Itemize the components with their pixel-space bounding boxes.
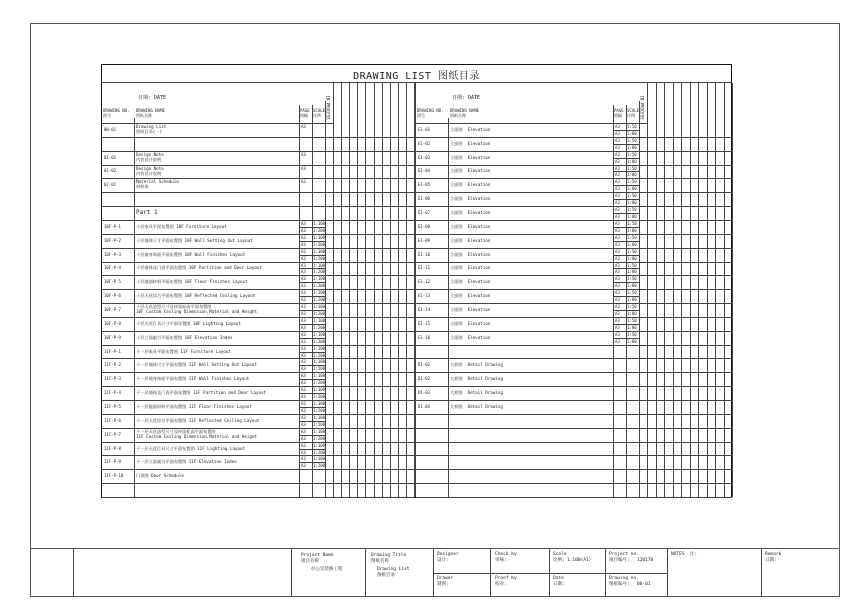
title-block-col-divider (667, 549, 668, 597)
left_panel-row-scale: 1:100 1:200 (313, 373, 326, 386)
drawing-title-value: Drawing List 图纸目录 (377, 567, 410, 578)
right_panel-col-name-header: DRAWING NAME 图纸名称 (450, 108, 479, 118)
right_panel-row-name: 立面图 Elevation (450, 182, 491, 188)
right_panel-row-scale: 1:50 1:80 (627, 276, 637, 289)
right_panel-row-page: A3 A3 (615, 317, 620, 330)
right_panel-row-divider (416, 345, 732, 346)
right_panel-row-divider (416, 483, 732, 484)
right_panel-row-page: A3 A3 (615, 165, 620, 178)
right_panel-col-page-header: PAGE 图幅 (614, 108, 624, 118)
left_panel-row-divider (102, 469, 414, 470)
left_panel-track-col (390, 83, 391, 497)
right_panel-row-scale: 1:50 1:80 (627, 290, 637, 303)
project-no-label: Project no. 项目编号: (609, 552, 639, 563)
right_panel-row-no: E1-04 (418, 168, 431, 174)
right_panel-row-divider (416, 358, 732, 359)
left_panel-row-no: 11F-P-10 (104, 473, 124, 479)
left_panel-track-col (398, 83, 399, 497)
right_panel-row-scale: 1:50 1:80 (627, 165, 637, 178)
right_panel-row-divider (416, 442, 732, 443)
left_panel-row-page: A3 (301, 179, 306, 185)
left_panel-row-divider (102, 206, 414, 207)
left_panel-row-page: A3 A3 (301, 248, 306, 261)
left_panel-row-no: 11F-P-7 (104, 431, 121, 437)
right_panel-row-scale: 1:50 1:80 (627, 331, 637, 344)
left_panel-row-divider (102, 331, 414, 332)
left_panel-row-name: 十一层墙身饰面平面布置图 11F Wall Finishes Layout (136, 376, 250, 382)
project-name-label: Project Name 项目名称 (301, 553, 334, 564)
left_panel-row-page: A3 (301, 124, 306, 129)
left_panel-row-divider (102, 442, 414, 443)
left_panel-row-divider (102, 317, 414, 318)
right_panel-row-page: A3 A3 (615, 276, 620, 289)
right_panel-row-divider (416, 275, 732, 276)
right_panel-row-scale: 1:50 1:80 (627, 234, 637, 247)
left_panel-row-page: A3 A3 (301, 220, 306, 233)
left_panel-row-no: 00-01 (104, 126, 117, 132)
right_panel-row-divider (416, 234, 732, 235)
left_panel-row-scale: 1:100 1:200 (313, 456, 326, 469)
left_panel-row-page: A3 A3 (301, 456, 306, 469)
right_panel-track-col (681, 83, 682, 497)
drawing-no-value: 00-01 (637, 582, 651, 587)
left_panel-row-page: A3 A3 (301, 276, 306, 289)
left_panel-row-divider (102, 386, 414, 387)
left_panel-row-no: 02-01 (104, 182, 117, 188)
left_panel-row-divider (102, 192, 414, 193)
left_panel-row-page: A3 A3 (301, 442, 306, 455)
right_panel-row-no: E1-02 (418, 140, 431, 146)
left_panel-track-col (406, 83, 407, 497)
right_panel-row-scale: 1:50 1:80 (627, 137, 637, 150)
right_panel-row-page: A3 A3 (615, 220, 620, 233)
left_panel-row-name: Design Note 内装设计说明 (136, 151, 164, 162)
right_panel-row-no: E1-11 (418, 265, 431, 271)
right_panel-track-col (656, 83, 657, 497)
right_panel-row-name: 立面图 Elevation (450, 196, 491, 202)
left_panel-track-col (374, 83, 375, 497)
right_panel-row-divider (416, 400, 732, 401)
left_panel-row-name: 十层墙身饰面平面布置图 10F Wall Finishes Layout (136, 251, 246, 257)
right_panel-row-name: 立面图 Elevation (450, 168, 491, 174)
left_panel-row-scale: 1:100 1:200 (313, 234, 326, 247)
left_panel-row-name: 十层家具平面布置图 10F Furniture Layout (136, 223, 227, 229)
right_panel-row-scale: 1:50 1:80 (627, 304, 637, 316)
left_panel-row-name: 十一层天花灯具尺寸平面布置图 11F Lighting Layout (136, 445, 246, 451)
left_panel-row-no: 11F-P-1 (104, 348, 121, 354)
right_panel-row-no: E1-06 (418, 196, 431, 202)
right_panel-row-divider (416, 178, 732, 179)
left_panel-row-divider (102, 455, 414, 456)
left_panel-row-scale: 1:100 1:200 (313, 220, 326, 233)
left_panel-col-scale-header: SCALE 比例 (313, 108, 326, 118)
right_panel-track-col (707, 83, 708, 497)
right_panel-row-page: A3 A3 (615, 304, 620, 316)
right_panel-row-divider (416, 414, 732, 415)
right_panel-row-name: 立面图 Elevation (450, 223, 491, 229)
left_panel-row-name: Material Schedule 材料表 (136, 179, 179, 190)
left_panel-row-divider (102, 345, 414, 346)
right_panel-col-scale-header: SCALE 比例 (627, 108, 640, 118)
right_panel-row-no: E1-08 (418, 223, 431, 229)
left_panel-row-scale: 1:100 1:200 (313, 442, 326, 455)
right_panel-row-no: D1-02 (418, 376, 431, 382)
right_panel-row-page: A3 A3 (615, 290, 620, 303)
right_panel-col-process-header: IN PROCESS (639, 95, 645, 120)
notes-label: NOTES 注: (671, 552, 698, 557)
right_panel-row-name: 立面图 Elevation (450, 334, 491, 340)
right_panel-row-divider (416, 469, 732, 470)
title-block-col-divider (73, 549, 74, 597)
right_panel-row-divider (416, 497, 732, 498)
right_panel-row-no: E1-16 (418, 334, 431, 340)
left_panel-row-name: 十一层家具平面布置图 11F Furniture Layout (136, 348, 231, 354)
left_panel-row-scale: 1:100 1:200 (313, 262, 326, 275)
right_panel-row-page: A3 A3 (615, 137, 620, 150)
left_panel-row-page: A3 A3 (301, 331, 306, 344)
left_panel-row-page: A3 A3 (301, 401, 306, 413)
left_panel-row-name: 十层地面材料平面布置图 10F Floor Finishes Layout (136, 279, 248, 285)
left_panel-row-no: 11F-P-9 (104, 459, 121, 465)
right_panel-row-no: D1-04 (418, 403, 431, 409)
right_panel-row-page: A3 A3 (615, 124, 620, 136)
drawing-list-frame (101, 64, 732, 498)
left_panel-row-name: 十层立面索引平面布置图 10F Elevation Index (136, 334, 233, 340)
right_panel-row-no: E1-13 (418, 293, 431, 299)
left_panel-row-name: 十层天花灯具尺寸平面布置图 10F Lighting Layout (136, 320, 241, 326)
title-block-row-divider (433, 573, 667, 574)
left_panel-row-scale: 1:100 1:200 (313, 359, 326, 372)
right_panel-row-no: E1-10 (418, 251, 431, 257)
left_panel-row-no: 10F-P-1 (104, 223, 121, 229)
right_panel-row-no: E1-14 (418, 307, 431, 312)
left_panel-row-page: A3 (301, 165, 306, 171)
left_panel-row-divider (102, 262, 414, 263)
left_panel-row-divider (102, 234, 414, 235)
right_panel-date-label: 日期: DATE (452, 95, 481, 101)
left_panel-col-name-header: DRAWING NAME 图纸名称 (136, 108, 165, 118)
panel-separator (415, 83, 416, 497)
title-block-col-divider (291, 549, 292, 597)
right_panel-track-col (732, 83, 733, 497)
left_panel-date-label: 日期: DATE (138, 95, 167, 101)
right_panel-row-divider (416, 303, 732, 304)
left_panel-row-scale: 1:100 1:200 (313, 414, 326, 427)
right_panel-col-no-header: DRAWING NO. 图号 (417, 108, 444, 118)
left_panel-row-scale: 1:100 1:200 (313, 331, 326, 344)
right_panel-row-scale: 1:50 1:80 (627, 220, 637, 233)
right_panel-row-name: 大样图 Detail Drawing (450, 376, 503, 382)
right_panel-track-col (715, 83, 716, 497)
left_panel-row-scale: 1:100 1:200 (313, 317, 326, 330)
left_panel-row-no: 11F-P-2 (104, 362, 121, 368)
right_panel-track-col (690, 83, 691, 497)
left_panel-row-no: 10F-P-7 (104, 307, 121, 312)
check-label: Check by 审核: (495, 552, 517, 563)
right_panel-row-name: 立面图 Elevation (450, 320, 491, 326)
left_panel-row-no: 11F-P-8 (104, 445, 121, 451)
left_panel-row-page: A3 A3 (301, 345, 306, 358)
left_panel-row-no: 11F-P-5 (104, 403, 121, 409)
right_panel-row-divider (416, 317, 732, 318)
left_panel-track-col (365, 83, 366, 497)
left_panel-row-name: 十一层墙体尺寸平面布置图 11F Wall Setting Out Layout (136, 362, 257, 368)
right_panel-row-no: D1-03 (418, 390, 431, 396)
right_panel-row-divider (416, 220, 732, 221)
right_panel-row-name: 大样图 Detail Drawing (450, 362, 503, 368)
left_panel-col-no-divider (134, 118, 135, 497)
right_panel-row-page: A3 A3 (615, 248, 620, 261)
right_panel-row-no: D1-01 (418, 362, 431, 368)
left_panel-row-divider (102, 497, 414, 498)
right_panel-row-no: E1-09 (418, 237, 431, 243)
left_panel-row-name: 十一层天花综合平面布置图 11F Reflected Ceiling Layout (136, 417, 260, 423)
right_panel-row-name: 立面图 Elevation (450, 237, 491, 243)
drawing-title-label: Drawing Title 图纸名称 (371, 553, 407, 564)
right_panel-row-page: A3 A3 (615, 207, 620, 220)
right_panel-row-name: 立面图 Elevation (450, 140, 491, 146)
right_panel-row-name: 立面图 Elevation (450, 265, 491, 271)
right_panel-row-page: A3 A3 (615, 234, 620, 247)
left_panel-row-scale: 1:100 1:200 (313, 428, 326, 441)
left_panel-row-divider (102, 289, 414, 290)
sheet-title: DRAWING LIST 图纸目录 (353, 71, 480, 82)
left_panel-row-no: 11F-P-6 (104, 417, 121, 423)
left_panel-track-col (341, 83, 342, 497)
left_panel-row-scale: 1:100 1:200 (313, 345, 326, 358)
left_panel-row-page: A3 A3 (301, 304, 306, 316)
left_panel-row-scale: 1:100 1:200 (313, 276, 326, 289)
right_panel-row-scale: 1:50 1:80 (627, 248, 637, 261)
left_panel-track-col (357, 83, 358, 497)
title-block-col-divider (365, 549, 366, 597)
right_panel-row-divider (416, 455, 732, 456)
left_panel-row-no: 01-02 (104, 168, 117, 174)
right_panel-col-no-divider (448, 118, 449, 497)
left_panel-row-no: 10F-P-8 (104, 320, 121, 326)
right_panel-row-page: A3 A3 (615, 193, 620, 206)
left_panel-row-scale: 1:100 1:200 (313, 387, 326, 400)
drawer-label: Drawer 制图: (437, 576, 454, 587)
right_panel-row-no: E1-05 (418, 182, 431, 188)
left_panel-row-no: 10F-P-3 (104, 251, 121, 257)
right_panel-row-name: 立面图 Elevation (450, 154, 491, 160)
right_panel-track-col (664, 83, 665, 497)
right_panel-row-divider (416, 192, 732, 193)
right_panel-row-page: A3 A3 (615, 262, 620, 275)
right_panel-row-scale: 1:50 1:80 (627, 317, 637, 330)
left_panel-row-page: A3 (301, 151, 306, 157)
right_panel-header-divider (416, 123, 647, 124)
left_panel-row-divider (102, 358, 414, 359)
left_panel-row-name: Drawing List 图纸目录(一) (136, 124, 167, 134)
right_panel-row-no: E1-01 (418, 126, 431, 132)
left_panel-row-no: 01-01 (104, 154, 117, 160)
right_panel-row-name: 立面图 Elevation (450, 307, 491, 312)
right_panel-row-divider (416, 372, 732, 373)
right_panel-row-name: 大样图 Detail Drawing (450, 403, 503, 409)
left_panel-row-name: 十一层立面索引平面布置图 11F Elevation Index (136, 459, 237, 465)
date-label: Date 日期: (553, 576, 565, 587)
left_panel-row-page: A3 A3 (301, 387, 306, 400)
left_panel-row-no: 10F-P-2 (104, 237, 121, 243)
right_panel-track-col (724, 83, 725, 497)
left_panel-row-no: 10F-P-6 (104, 293, 121, 299)
left_panel-row-page: A3 A3 (301, 262, 306, 275)
left_panel-process-end-divider (333, 83, 334, 497)
left_panel-row-page: A3 A3 (301, 428, 306, 441)
right_panel-row-scale: 1:50 1:80 (627, 151, 637, 164)
left_panel-row-name: 十一层天花造型尺寸及材质标高平面布置图 11F Custom Ceiling Dimension,Material and Height (136, 428, 258, 439)
scale-label: Scale 比例: (553, 552, 567, 563)
left_panel-row-page: A3 A3 (301, 414, 306, 427)
left_panel-row-name: 十层墙体尺寸平面布置图 10F Wall Setting Out Layout (136, 237, 253, 243)
right_panel-row-scale: 1:50 1:80 (627, 207, 637, 220)
title-block (30, 548, 840, 597)
right_panel-row-divider (416, 248, 732, 249)
right_panel-row-scale: 1:50 1:80 (627, 124, 637, 136)
right_panel-row-no: E1-12 (418, 279, 431, 285)
left_panel-row-name: 十层天花造型尺寸及材质标高平面布置图 10F Custom Ceiling Dimension,Material and Height (136, 304, 258, 315)
right_panel-row-name: 立面图 Elevation (450, 279, 491, 285)
left_panel-row-no: 11F-P-3 (104, 376, 121, 382)
left_panel-col-no-header: DRAWING NO. 图号 (103, 108, 130, 118)
proof-label: Proof by 校对: (495, 576, 517, 587)
left_panel-row-no: 11F-P-4 (104, 390, 121, 396)
right_panel-row-page: A3 A3 (615, 151, 620, 164)
left_panel-row-divider (102, 414, 414, 415)
right_panel-row-page: A3 A3 (615, 179, 620, 192)
left_panel-col-process-divider (325, 101, 326, 497)
left_panel-row-scale: 1:100 1:200 (313, 290, 326, 303)
scale-value: 1:100(A1) (567, 558, 592, 563)
left_panel-row-scale: 1:100 1:200 (313, 304, 326, 316)
right_panel-row-scale: 1:50 1:80 (627, 179, 637, 192)
left_panel-col-process-header: IN PROCESS (325, 95, 331, 120)
left_panel-row-name: Design Note 内装设计说明 (136, 165, 164, 176)
right_panel-row-no: E1-15 (418, 320, 431, 326)
left_panel-row-name: Part 1 (136, 209, 158, 217)
right_panel-row-name: 立面图 Elevation (450, 126, 491, 132)
right_panel-row-divider (416, 151, 732, 152)
right_panel-row-name: 大样图 Detail Drawing (450, 390, 503, 396)
right_panel-track-col (698, 83, 699, 497)
right_panel-row-divider (416, 262, 732, 263)
right_panel-row-divider (416, 165, 732, 166)
title-divider (102, 82, 731, 83)
right_panel-row-page: A3 A3 (615, 331, 620, 344)
left_panel-row-scale: 1:100 1:200 (313, 401, 326, 413)
left_panel-row-no: 10F-P-9 (104, 334, 121, 340)
right_panel-row-name: 立面图 Elevation (450, 251, 491, 257)
right_panel-row-divider (416, 137, 732, 138)
left_panel-row-page: A3 A3 (301, 359, 306, 372)
left_panel-row-divider (102, 483, 414, 484)
right_panel-row-scale: 1:50 1:80 (627, 193, 637, 206)
left_panel-row-divider (102, 220, 414, 221)
left_panel-row-name: 十一层墙体及门表平面布置图 11F Partition and Door Layout (136, 390, 267, 396)
title-block-col-divider (761, 549, 762, 597)
left_panel-row-scale: 1:100 1:200 (313, 248, 326, 261)
left_panel-track-col (382, 83, 383, 497)
project-name-value: 办公室装修工程 (311, 567, 343, 572)
project-no-value: 120178 (637, 558, 654, 563)
left_panel-col-page-header: PAGE 图幅 (300, 108, 310, 118)
right_panel-track-col (673, 83, 674, 497)
left_panel-row-divider (102, 372, 414, 373)
right_panel-row-scale: 1:50 1:80 (627, 262, 637, 275)
right_panel-row-no: E1-07 (418, 210, 431, 216)
right_panel-row-name: 立面图 Elevation (450, 210, 491, 216)
left_panel-row-no: 10F-P-4 (104, 265, 121, 271)
left_panel-row-name: 门表图 Door Schedule (136, 473, 184, 479)
left_panel-row-page: A3 A3 (301, 373, 306, 386)
left_panel-row-divider (102, 137, 414, 138)
right_panel-row-divider (416, 289, 732, 290)
left_panel-row-name: 十一层地面材料平面布置图 11F Floor Finishes Layout (136, 403, 252, 409)
right_panel-row-divider (416, 428, 732, 429)
right_panel-row-divider (416, 331, 732, 332)
right_panel-row-name: 立面图 Elevation (450, 293, 491, 299)
remark-label: Remark 日期: (765, 552, 782, 563)
left_panel-row-page: A3 A3 (301, 234, 306, 247)
left_panel-row-divider (102, 400, 414, 401)
right_panel-row-no: E1-03 (418, 154, 431, 160)
left_panel-row-divider (102, 275, 414, 276)
left_panel-row-no: 10F-P-5 (104, 279, 121, 285)
left_panel-track-col (349, 83, 350, 497)
right_panel-row-divider (416, 386, 732, 387)
left_panel-row-name: 十层天花综合平面布置图 10F Reflected Ceiling Layout (136, 293, 256, 299)
left_panel-row-page: A3 A3 (301, 317, 306, 330)
left_panel-row-divider (102, 248, 414, 249)
designer-label: Designer 设计: (437, 552, 459, 563)
right_panel-row-divider (416, 206, 732, 207)
right_panel-process-end-divider (647, 83, 648, 497)
left_panel-row-page: A3 A3 (301, 290, 306, 303)
left_panel-row-name: 十层墙体及门表平面布置图 10F Partition and Door Layout (136, 265, 262, 271)
drawing-no-label: Drawing no. 图纸编号: (609, 576, 639, 587)
right_panel-col-process-divider (639, 101, 640, 497)
